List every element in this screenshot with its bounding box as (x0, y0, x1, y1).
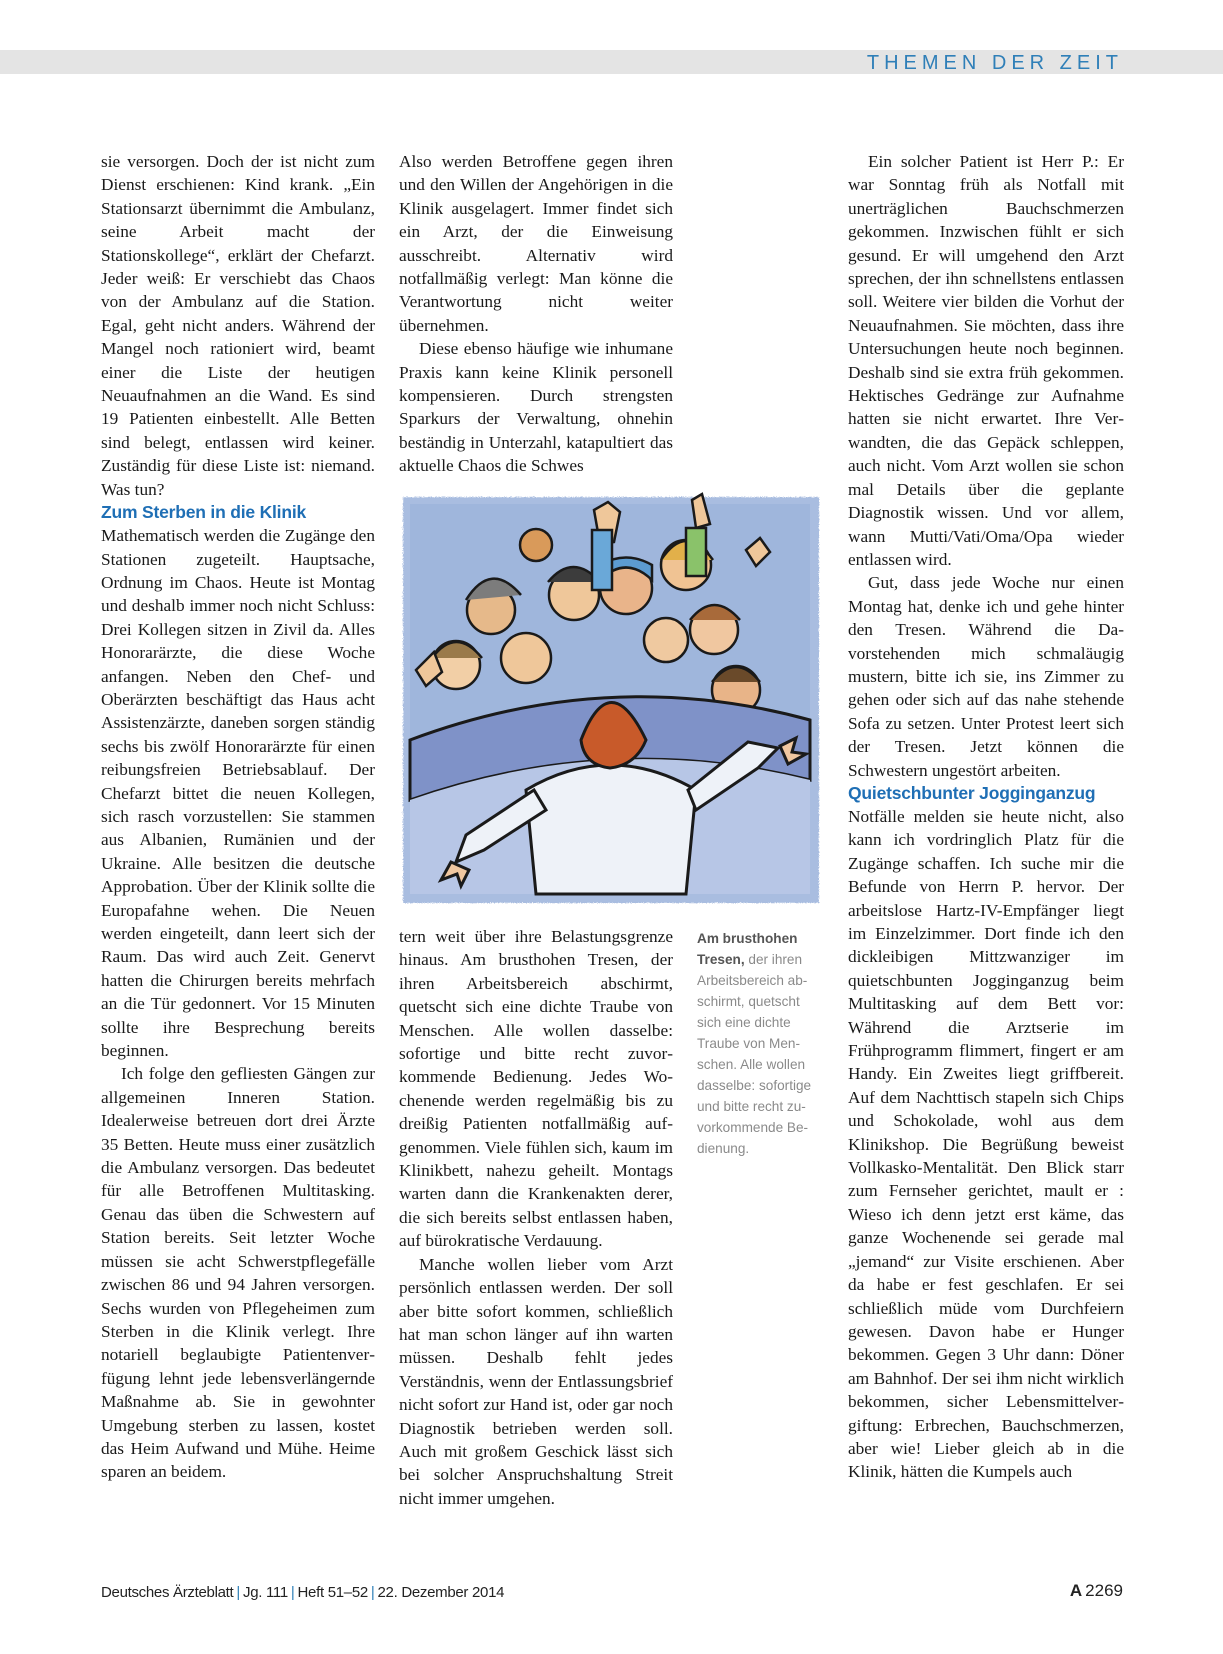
footer-volume: Jg. 111 (243, 1584, 288, 1601)
col2-paragraph-2: Diese ebenso häufige wie inhumane Praxis kann keine Klinik personell kompensieren. Durch strengsten Sparkurs der Verwaltung, ohnehin beständig in Unterzahl, katapultiert das aktuelle Chaos die Schwes (399, 339, 673, 476)
column-2-bottom (399, 925, 673, 1510)
subhead-zum-sterben: Zum Sterben in die Klinik (101, 502, 307, 523)
section-title: THEMEN DER ZEIT (866, 52, 1123, 74)
col3-paragraph-1: Ein solcher Patient ist Herr P.: Er war Sonntag früh als Notfall mit unerträglichen Bauchschmerzen gekommen. Inzwischen fühlt er sich gesund. Er will umgehend den Arzt sprechen, der ihn schnellstens entlassen soll. Weitere vier bilden die Vorhut der Neuaufnahmen. Sie möchten, dass ihre Untersuchungen heute noch beginnen. Deshalb sind sie extra früh gekommen. Hektisches Gedränge zur Aufnahme hatten sie nicht erwartet. Ihre Verwandten, die das Gepäck schleppen, auch nicht. Vom Arzt wollen sie schon mal Details über die geplante Diagnostik wissen. Und vor allem, wann Mutti/Vati/Oma/Opa wieder entlassen wird. (848, 152, 1124, 569)
footer-journal: Deutsches Ärzteblatt (101, 1584, 234, 1601)
subhead-quietschbunter: Quietschbunter Jogginganzug (848, 782, 1096, 803)
crowd-at-counter-illustration (396, 490, 824, 908)
page-prefix: A (1069, 1581, 1083, 1600)
caption-lead: Am brusthohen Tresen, (697, 931, 798, 967)
footer-citation (101, 1584, 504, 1601)
page-number-value: 2269 (1085, 1581, 1123, 1600)
column-1 (101, 150, 375, 1484)
footer-issue: Heft 51–52 (297, 1584, 368, 1601)
col1-paragraph-1: sie versorgen. Doch der ist nicht zum Dienst erschienen: Kind krank. „Ein Stationsarzt übernimmt die Ambulanz, seine Arbeit macht der Stationskollege“, erklärt der Chefarzt. Jeder weiß: Er verschiebt das Chaos von der Ambulanz auf die Station. Egal, geht nicht anders. Während der Mangel noch rationiert wird, beamt einer die Liste der heutigen Neuaufnahmen an die Wand. Es sind 19 Patienten einbestellt. Alle Betten sind belegt, entlassen wird keiner. Zuständig für diese Liste ist: niemand. Was tun? (101, 152, 375, 499)
col1-paragraph-3: Ich folge den gefliesten Gängen zur allgemeinen Inneren Station. Idealerweise betreuen dort drei Ärzte 35 Betten. Heute muss einer zusätzlich die Ambulanz versorgen. Das bedeutet für alle Betroffenen Multitasking. Genau das üben die Schwestern auf Station bereits. Seit letzter Woche müssen sie acht Schwerstpflegefälle zwischen 86 und 94 Jahren versorgen. Sechs wurden von Pflegeheimen zum Sterben in die Klinik verlegt. Ihre notariell beglaubigte Patientenverfügung lehnt jede lebensverlängernde Maßnahme ab. Sie in gewohnter Umgebung sterben zu lassen, kostet das Heim Aufwand und Mühe. Heime sparen an beidem. (101, 1064, 375, 1482)
column-2-top (399, 150, 673, 478)
column-3 (848, 150, 1124, 1484)
footer-date: 22. Dezember 2014 (377, 1584, 505, 1601)
col2-paragraph-4: Manche wollen lieber vom Arzt persönlich entlassen werden. Der soll aber bitte sofort kommen, schließlich hat man schon länger auf ihn warten müssen. Deshalb fehlt jedes Verständnis, wenn der Entlassungsbrief nicht sofort zur Hand ist, oder gar noch Diagnostik betrieben werden soll. Auch mit großem Geschick lässt sich bei solcher Anspruchshaltung Streit nicht immer umgehen. (399, 1254, 673, 1508)
col2-paragraph-3: tern weit über ihre Belastungsgrenze hinaus. Am brusthohen Tresen, der ihren Arbeitsbereich abschirmt, quetscht sich eine dichte Traube von Menschen. Alle wollen dasselbe: sofortige und bitte recht zuvorkommende Bedienung. Jedes Wochenende werden regelmäßig bis zu dreißig Patienten notfallmäßig aufgenommen. Viele fühlen sich, kaum im Klinikbett, nahezu geheilt. Montags warten dann die Krankenakten derer, die sich bereits selbst entlassen haben, auf bürokratische Verdauung. (399, 927, 673, 1251)
col2-paragraph-1: Also werden Betroffene gegen ihren und den Willen der Angehörigen in die Klinik ausgelagert. Immer findet sich ein Arzt, der die Einweisung ausschreibt. Alternativ wird notfallmäßig verlegt: Man könne die Verantwortung nicht weiter übernehmen. (399, 152, 673, 335)
col1-paragraph-2: Mathematisch werden die Zugänge den Stationen zugeteilt. Hauptsache, Ordnung im Chaos. Heute ist Montag und deshalb immer noch nicht Schluss: Drei Kollegen sitzen in Zivil da. Alles Honorarärzte, die diese Woche anfangen. Neben den Chef- und Oberärzten beschäftigt das Haus acht Assistenzärzte, daneben sorgen ständig sechs bis zwölf Honorarärzte für einen reibungsfreien Betriebsablauf. Der Chefarzt bittet die neuen Kollegen, sich rasch vorzustellen: Sie stammen aus Albanien, Rumänien und der Ukraine. Alle besitzen die deutsche Approbation. Über der Klinik sollte die Europafahne wehen. Die Neuen werden eingeteilt, dann leert sich der Raum. Das wird auch Zeit. Genervt hatten die Chirurgen bereits mehrfach an die Tür gedonnert. Vor 15 Minuten sollte ihre Besprechung bereits beginnen. (101, 526, 375, 1061)
col3-paragraph-2: Gut, dass jede Woche nur einen Montag hat, denke ich und gehe hinter den Tresen. Während die Davorstehenden mich schmaläugig mustern, bitte ich sie, ins Zimmer zu gehen oder sich auf das nahe stehende Sofa zu setzen. Unter Protest leert sich der Tresen. Jetzt können die Schwestern ungestört arbeiten. (848, 573, 1124, 780)
page-number (1070, 1581, 1123, 1601)
footer-separator: | (370, 1584, 375, 1601)
illustration-caption (697, 928, 815, 1159)
footer-separator: | (290, 1584, 295, 1601)
footer-separator: | (236, 1584, 241, 1601)
caption-text: der ihren Arbeitsbereich abschirmt, quetscht sich eine dichte Traube von Menschen. Alle wollen dasselbe: sofortige und bitte recht zuvorkommende Bedienung. (697, 952, 812, 1156)
col3-paragraph-3: Notfälle melden sie heute nicht, also kann ich vordringlich Platz für die Zugänge schaffen. Ich suche mir die Befunde von Herrn P. hervor. Der arbeitslose Hartz-IV-Empfänger liegt im Einzelzimmer. Dort finde ich den dickleibigen Mittzwanziger im quietschbunten Jogginganzug beim Multitasking auf dem Bett vor: Während die Arztserie im Frühprogramm flimmert, fingert er am Handy. Ein Zweites liegt griffbereit. Auf dem Nachttisch stapeln sich Chips und Schokolade, wohl aus dem Klinikshop. Die Begrüßung beweist Vollkasko-Mentalität. Den Blick starr zum Fernseher gerichtet, mault er : Wieso ich denn jetzt erst käme, das ganze Wochenende sei gerade mal „jemand“ zur Visite erschienen. Aber da habe er fest geschlafen. Er sei schließlich müde vom Durchfeiern gewesen. Davon habe er Hunger bekommen. Gegen 3 Uhr dann: Döner am Bahnhof. Der sei ihm nicht wirklich bekommen, sicher Lebensmittelvergiftung: Erbrechen, Bauchschmerzen, aber wie! Lieber gleich ab in die Klinik, hätten die Kumpels auch (848, 806, 1124, 1482)
